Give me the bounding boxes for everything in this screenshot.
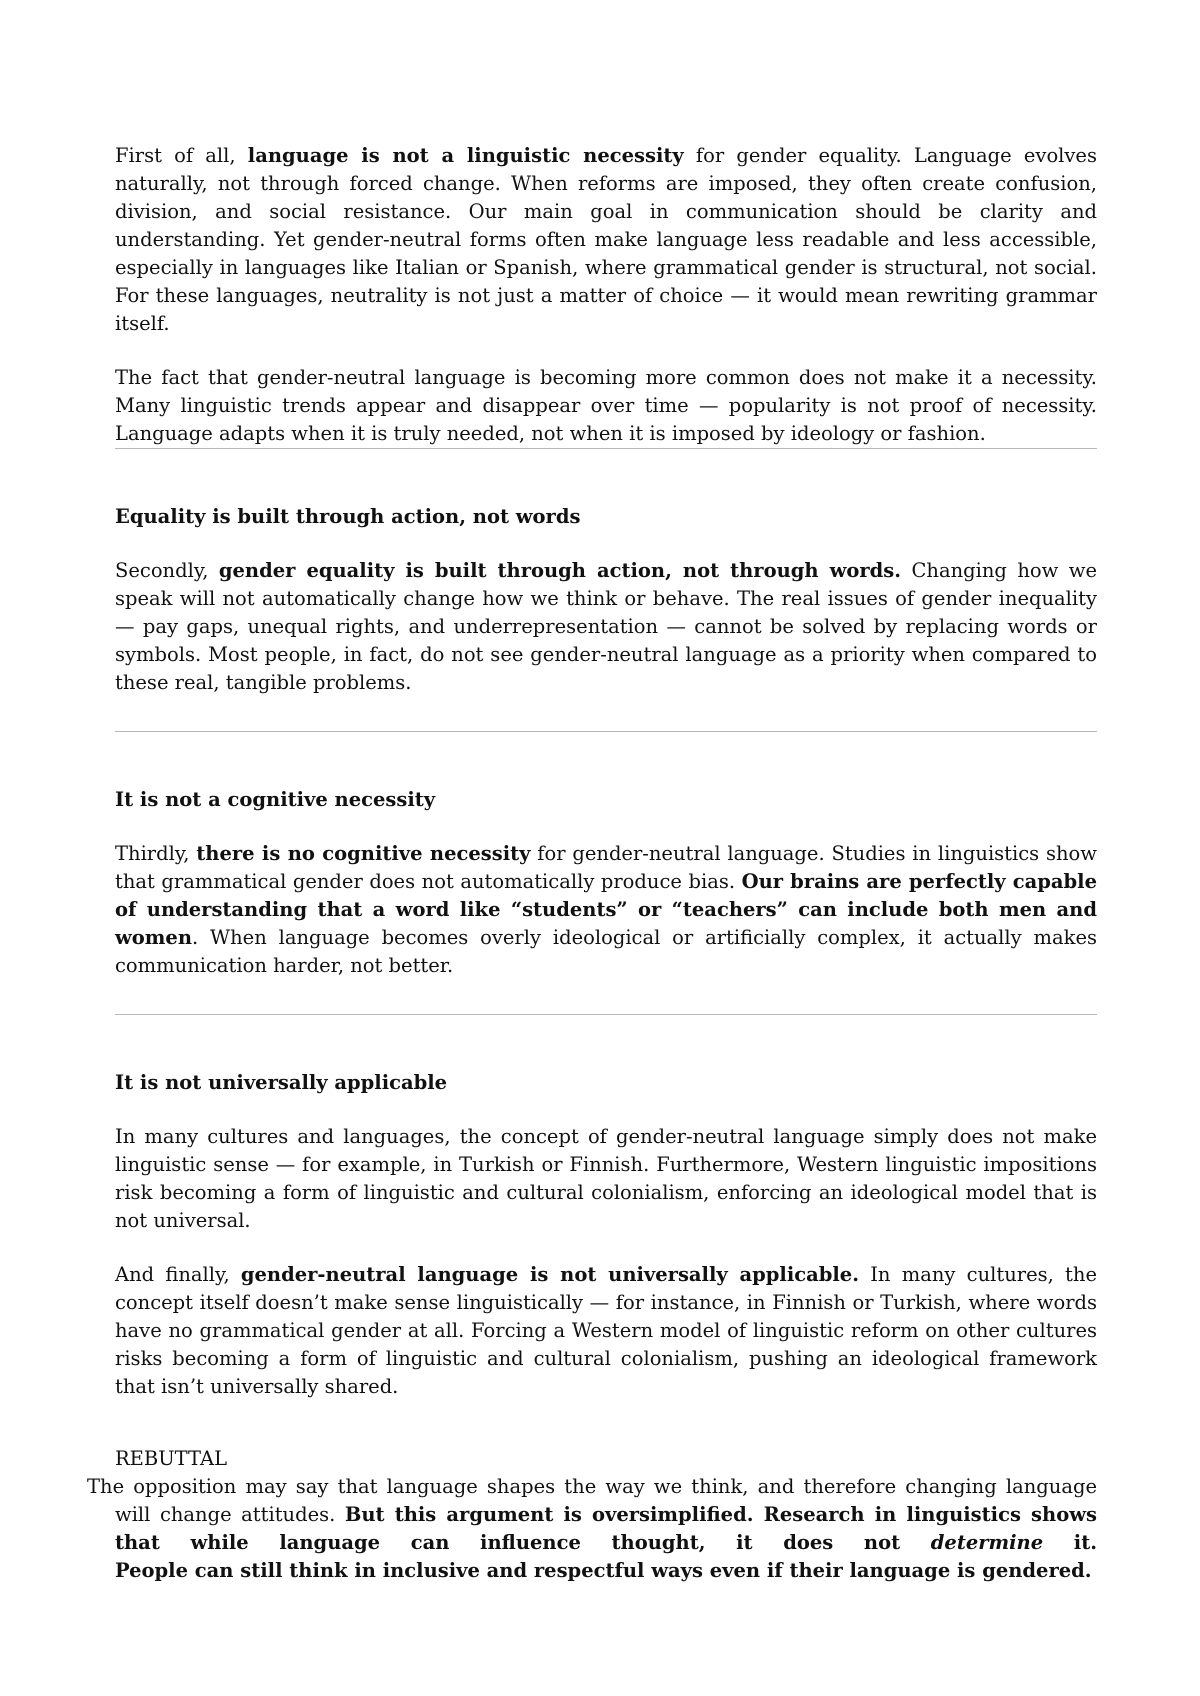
paragraph-cultures: In many cultures and languages, the concept of gender-neutral language simply does not make linguistic sense — for example, in Turkish or Finnish. Furthermore, Western linguistic impositions risk becoming a form of linguistic and cultural colonialism, enforcing an ideological model that is not universal. — [115, 1125, 1097, 1232]
rebuttal-label: REBUTTAL — [115, 1447, 228, 1470]
bold-phrase: gender-neutral language is not universally applicable. — [240, 1263, 859, 1286]
paragraph-rebuttal-conclusion: People can still think in inclusive and respectful ways even if their language is gendered. — [115, 1559, 1092, 1582]
section-divider — [115, 731, 1097, 732]
bold-phrase: language is not a linguistic necessity — [247, 144, 684, 167]
heading-cognitive-necessity: It is not a cognitive necessity — [115, 788, 436, 811]
paragraph-popularity: The fact that gender-neutral language is becoming more common does not make it a necessity. Many linguistic trends appear and disappear over time — popularity is not proof of necessity. Language adapts when it is truly needed, not when it is imposed by ideology or fashion. — [115, 366, 1097, 445]
section-divider — [115, 1014, 1097, 1015]
paragraph-cognitive: Thirdly, there is no cognitive necessity for gender-neutral language. Studies in linguistics show that grammatical gender does not automatically produce bias. Our brains are perfectly capable of understanding that a word like “students” or “teachers” can include both men and women. When language becomes overly ideological or artificially complex, it actually makes communication harder, not better. — [115, 842, 1097, 977]
paragraph-action-not-words: Secondly, gender equality is built through action, not through words. Changing how we speak will not automatically change how we think or behave. The real issues of gender inequality — pay gaps, unequal rights, and underrepresentation — cannot be solved by replacing words or symbols. Most people, in fact, do not see gender-neutral language as a priority when compared to these real, tangible problems. — [115, 559, 1097, 694]
bold-phrase: gender equality is built through action, not through words. — [218, 559, 902, 582]
paragraph-finally: And finally, gender-neutral language is not universally applicable. In many cultures, the concept itself doesn’t make sense linguistically — for instance, in Finnish or Turkish, where words have no grammatical gender at all. Forcing a Western model of linguistic reform on other cultures risks becoming a form of linguistic and cultural colonialism, pushing an ideological framework that isn’t universally shared. — [115, 1263, 1097, 1398]
heading-equality-action: Equality is built through action, not words — [115, 505, 581, 528]
bold-phrase: it. — [1043, 1531, 1098, 1554]
bold-phrase: there is no cognitive necessity — [196, 842, 531, 865]
bold-phrase: But this argument is oversimplified. Research in linguistics shows that while language can influence thought, it does not — [115, 1503, 1097, 1554]
bold-phrase: Our brains are perfectly capable of understanding that a word like “students” or “teachers” can include both men and women — [115, 870, 1097, 949]
section-divider — [115, 448, 1097, 449]
heading-universally-applicable: It is not universally applicable — [115, 1071, 448, 1094]
paragraph-language-necessity: First of all, language is not a linguistic necessity for gender equality. Language evolves naturally, not through forced change. When reforms are imposed, they often create confusion, division, and social resistance. Our main goal in communication should be clarity and understanding. Yet gender-neutral forms often make language less readable and less accessible, especially in languages like Italian or Spanish, where grammatical gender is structural, not social. For these languages, neutrality is not just a matter of choice — it would mean rewriting grammar itself. — [115, 144, 1097, 335]
paragraph-rebuttal: The opposition may say that language shapes the way we think, and therefore changing language will change attitudes. But this argument is oversimplified. Research in linguistics shows that while language can influence thought, it does not determine it. — [87, 1475, 1098, 1554]
italic-phrase: determine — [930, 1531, 1044, 1554]
document-body — [87, 142, 1098, 1585]
